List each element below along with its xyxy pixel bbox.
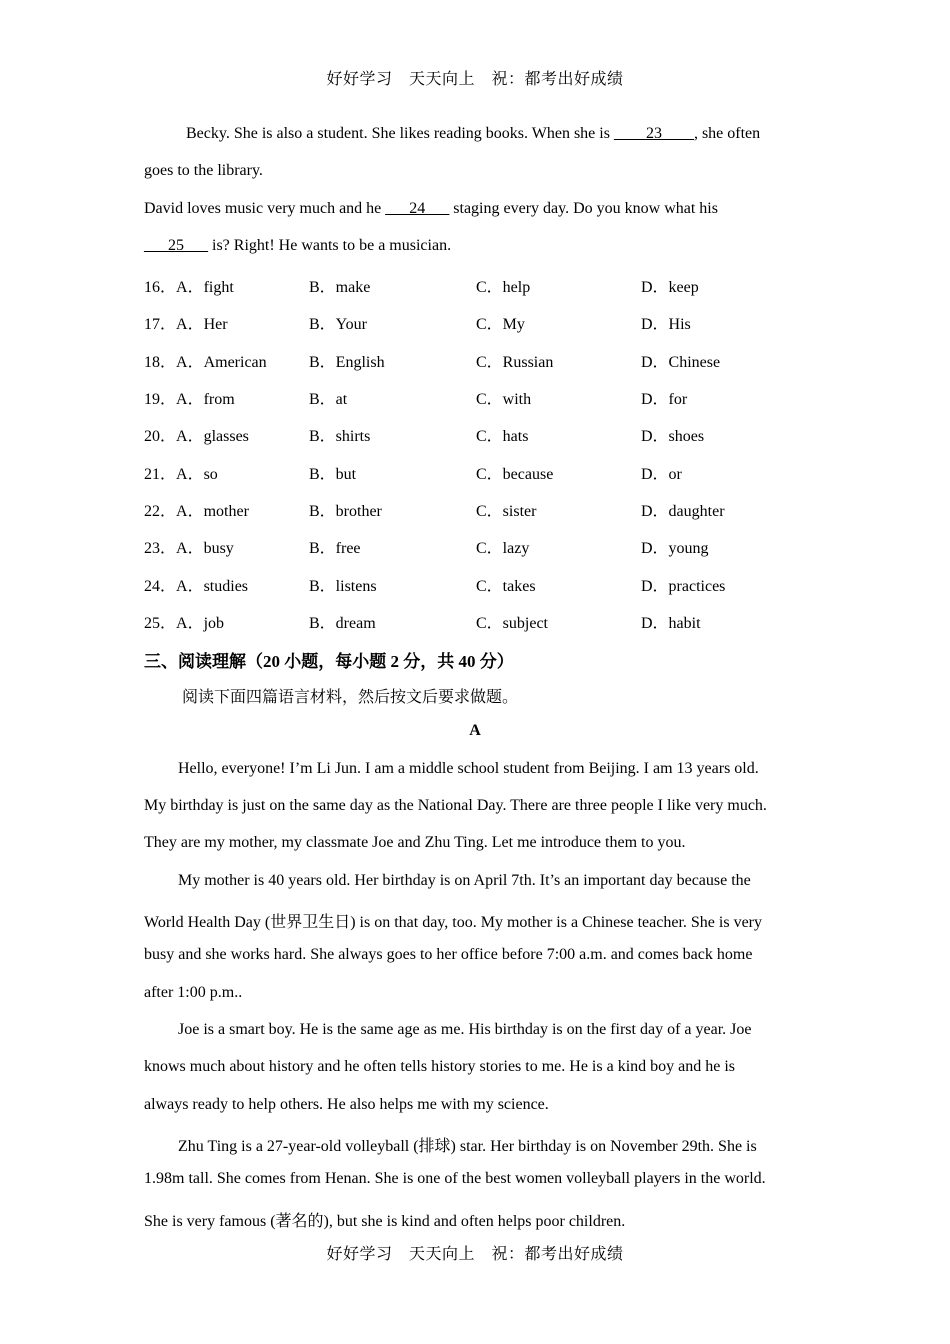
- question-number-option-a: [144, 498, 249, 521]
- option-a: A．studies: [176, 578, 249, 595]
- option-d: D．habit: [641, 615, 701, 632]
- passage-text: Becky. She is also a student. She likes reading books. When she is: [186, 125, 614, 142]
- question-number-option-a: [144, 610, 224, 633]
- option-c: C．because: [476, 466, 554, 483]
- blank-24: ___24___: [385, 200, 450, 217]
- option-c: C．lazy: [476, 540, 530, 557]
- reading-line: always ready to help others. He also helps me with my science.: [144, 1096, 549, 1113]
- reading-line: World Health Day (世界卫生日) is on that day, too. My mother is a Chinese teacher. She is very: [144, 914, 762, 931]
- passage-line: [144, 237, 451, 255]
- question-number: 16．: [144, 279, 177, 296]
- option-c: C．hats: [476, 428, 529, 445]
- section-instruction: 阅读下面四篇语言材料，然后按文后要求做题。: [182, 689, 519, 706]
- question-number: 25．: [144, 615, 177, 632]
- question-number-option-a: [144, 461, 218, 484]
- question-number: 17．: [144, 316, 177, 333]
- option-a: A．Her: [176, 316, 228, 333]
- option-c: C．Russian: [476, 354, 554, 371]
- question-number-option-a: [144, 386, 235, 409]
- option-a: A．from: [176, 391, 235, 408]
- option-c: C．with: [476, 391, 532, 408]
- option-d: D．practices: [641, 578, 726, 595]
- passage-text: is? Right! He wants to be a musician.: [208, 237, 452, 254]
- option-b: B．but: [309, 466, 357, 483]
- passage-line: [144, 200, 718, 218]
- reading-line: after 1:00 p.m..: [144, 984, 243, 1001]
- question-number: 20．: [144, 428, 177, 445]
- option-d: D．His: [641, 316, 691, 333]
- option-b: B．make: [309, 279, 371, 296]
- option-b: B．shirts: [309, 428, 371, 445]
- passage-line: goes to the library.: [144, 162, 263, 179]
- option-a: A．mother: [176, 503, 249, 520]
- option-a: A．so: [176, 466, 218, 483]
- option-a: A．fight: [176, 279, 234, 296]
- page-footer: 好好学习 天天向上 祝：都考出好成绩: [326, 1246, 624, 1263]
- passage-text: , she often: [693, 125, 761, 142]
- option-b: B．listens: [309, 578, 377, 595]
- option-d: D．daughter: [641, 503, 725, 520]
- reading-line: They are my mother, my classmate Joe and Zhu Ting. Let me introduce them to you.: [144, 834, 686, 851]
- reading-line: busy and she works hard. She always goes to her office before 7:00 a.m. and comes back home: [144, 946, 753, 963]
- option-a: A．glasses: [176, 428, 249, 445]
- option-b: B．brother: [309, 503, 382, 520]
- reading-line: 1.98m tall. She comes from Henan. She is one of the best women volleyball players in the world.: [144, 1170, 766, 1187]
- option-d: D．shoes: [641, 428, 705, 445]
- question-number: 22．: [144, 503, 177, 520]
- option-a: A．American: [176, 354, 267, 371]
- question-number: 21．: [144, 466, 177, 483]
- question-number-option-a: [144, 573, 248, 596]
- option-b: B．Your: [309, 316, 367, 333]
- option-d: D．or: [641, 466, 682, 483]
- question-number-option-a: [144, 274, 234, 297]
- option-d: D．for: [641, 391, 688, 408]
- option-d: D．keep: [641, 279, 699, 296]
- option-c: C．sister: [476, 503, 537, 520]
- option-c: C．takes: [476, 578, 536, 595]
- reading-line: My birthday is just on the same day as the National Day. There are three people I like very much.: [144, 797, 767, 814]
- option-c: C．My: [476, 316, 525, 333]
- blank-25: ___25___: [144, 237, 208, 254]
- question-number-option-a: [144, 311, 228, 334]
- reading-line: She is very famous (著名的), but she is kind and often helps poor children.: [144, 1213, 626, 1230]
- option-c: C．subject: [476, 615, 548, 632]
- question-number: 23．: [144, 540, 177, 557]
- section-title: 三、阅读理解（20 小题，每小题 2 分，共 40 分）: [144, 652, 514, 671]
- option-d: D．young: [641, 540, 709, 557]
- option-a: A．job: [176, 615, 225, 632]
- question-number-option-a: [144, 535, 234, 558]
- reading-line: Hello, everyone! I’m Li Jun. I am a middle school student from Beijing. I am 13 years old.: [178, 760, 759, 777]
- passage-line: [186, 125, 760, 143]
- reading-line: knows much about history and he often tells history stories to me. He is a kind boy and he is: [144, 1058, 736, 1075]
- option-b: B．free: [309, 540, 361, 557]
- passage-title: A: [469, 722, 481, 739]
- option-b: B．dream: [309, 615, 376, 632]
- page-header: 好好学习 天天向上 祝：都考出好成绩: [326, 71, 624, 88]
- reading-line: Joe is a smart boy. He is the same age as me. His birthday is on the first day of a year. Joe: [178, 1021, 752, 1038]
- option-a: A．busy: [176, 540, 234, 557]
- question-number: 24．: [144, 578, 177, 595]
- reading-line: My mother is 40 years old. Her birthday is on April 7th. It’s an important day because the: [178, 872, 751, 889]
- blank-23: ____23____: [613, 125, 694, 142]
- option-b: B．English: [309, 354, 385, 371]
- question-number: 19．: [144, 391, 177, 408]
- reading-line: Zhu Ting is a 27-year-old volleyball (排球) star. Her birthday is on November 29th. She is: [178, 1138, 757, 1155]
- question-number-option-a: [144, 423, 249, 446]
- option-b: B．at: [309, 391, 348, 408]
- option-d: D．Chinese: [641, 354, 721, 371]
- question-number-option-a: [144, 349, 267, 372]
- option-c: C．help: [476, 279, 531, 296]
- question-number: 18．: [144, 354, 177, 371]
- passage-text: David loves music very much and he: [144, 200, 386, 217]
- passage-text: staging every day. Do you know what his: [449, 200, 718, 217]
